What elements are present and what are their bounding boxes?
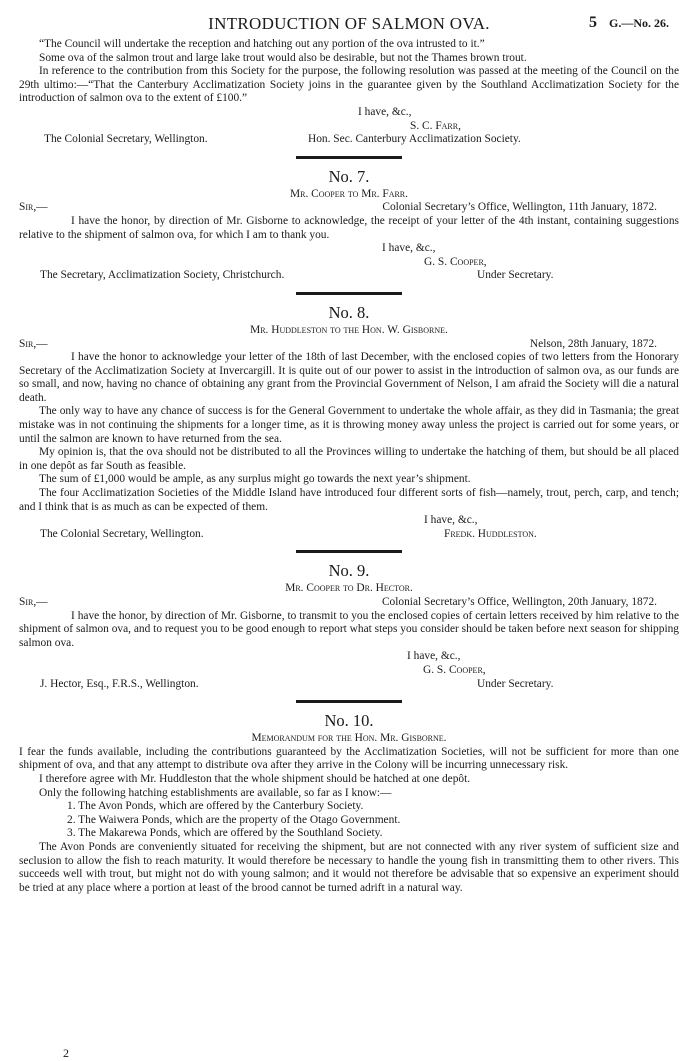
closing-row <box>19 242 679 256</box>
paragraph: “The Council will undertake the reception and hatching out any portion of the ova intrusted to it.” <box>39 38 485 50</box>
signature: S. C. Farr, <box>410 119 461 132</box>
signature: G. S. Cooper, <box>424 255 487 268</box>
letter-address: Nelson, 28th January, 1872. <box>529 337 657 350</box>
signer-title: Under Secretary. <box>477 677 554 690</box>
salutation: Sir,— <box>19 596 48 608</box>
paragraph: In reference to the contribution from this Society for the purpose, the following resolution was passed at the meeting of the Council on the 29th ultimo:—“That the Canterbury Acclimatization Society joins in the guarantee given by the Southland Acclimatization Society for the introduction of salmon ova to the extent of £100.” <box>19 65 679 105</box>
recipient: The Colonial Secretary, Wellington. <box>44 133 208 146</box>
recipient-row <box>19 269 679 283</box>
paragraph: Only the following hatching establishments are available, so far as I know:— <box>39 786 392 799</box>
section-divider <box>296 550 402 553</box>
page-header <box>19 0 679 38</box>
salutation-row <box>19 596 679 610</box>
paragraph: The sum of £1,000 would be ample, as any surplus might go towards the next year’s shipment. <box>39 473 471 486</box>
letter-no-9 <box>19 561 679 691</box>
letter-heading: Mr. Cooper to Dr. Hector. <box>285 582 413 595</box>
salutation: Sir,— <box>19 201 48 214</box>
paragraph: I have the honor to acknowledge your letter of the 18th of last December, with the enclosed copies of two letters from the Honorary Secretary of the Acclimatization Society at Invercargill. It is quite out of our power to assist in the introduction of salmon ova, as our funds are so small, and now, having no chance of obtaining any grant from the Provincial Government of Nelson, I am afraid the Society will die a natural death. <box>19 351 679 404</box>
salutation: Sir,— <box>19 337 48 350</box>
letter-heading: Memorandum for the Hon. Mr. Gisborne. <box>251 732 447 745</box>
section-divider <box>296 156 402 159</box>
paragraph: I therefore agree with Mr. Huddleston that the whole shipment should be hatched at one depôt. <box>39 772 471 785</box>
document-reference: G.—No. 26. <box>609 16 669 30</box>
section-divider <box>296 292 402 295</box>
signature: Fredk. Huddleston. <box>444 527 537 540</box>
paragraph: I have the honor, by direction of Mr. Gisborne to acknowledge, the receipt of your letter of the 4th instant, containing suggestions relative to the shipment of salmon ova, for which I am to thank you. <box>19 214 679 241</box>
closing: I have, &c., <box>424 514 478 527</box>
letter-no-7 <box>19 167 679 283</box>
header-title: INTRODUCTION OF SALMON OVA. <box>208 14 490 33</box>
section-title: No. 7. <box>328 166 370 186</box>
signer-title: Under Secretary. <box>477 269 554 282</box>
list-item: 3. The Makarewa Ponds, which are offered by the Southland Society. <box>67 827 383 840</box>
closing-row <box>19 514 679 528</box>
salutation-row <box>19 201 679 215</box>
paragraph: My opinion is, that the ova should not be distributed to all the Provinces willing to undertake the hatching of them, but should be all placed in one depôt as far South as feasible. <box>19 446 679 472</box>
list-item: 2. The Waiwera Ponds, which are the property of the Otago Government. <box>67 813 401 826</box>
signature: G. S. Cooper, <box>423 663 486 676</box>
signature-row <box>19 120 679 134</box>
folio-number: 2 <box>63 1046 69 1060</box>
section-title: No. 10. <box>324 711 374 731</box>
closing: I have, &c., <box>358 105 412 118</box>
paragraph: The Avon Ponds are conveniently situated for receiving the shipment, but are not connected with any river system of sufficient size and seclusion to allow the fish to reach maturity. It would therefore be necessary to handle the young fish in transmitting them to other rivers. This succeeds well with trout, but might not do with young salmon; and it would not therefore be advisable that so expensive an experiment should be tried at any place where a portion at least of the brood cannot be turned adrift in a natural way. <box>19 840 679 894</box>
recipient: J. Hector, Esq., F.R.S., Wellington. <box>40 677 199 690</box>
paragraph: Some ova of the salmon trout and large lake trout would also be desirable, but not the Thames brown trout. <box>39 51 527 64</box>
letter-no-8 <box>19 303 679 542</box>
closing: I have, &c., <box>382 242 436 255</box>
recipient: The Colonial Secretary, Wellington. <box>40 527 204 540</box>
letter-heading: Mr. Cooper to Mr. Farr. <box>290 187 408 200</box>
section-divider <box>296 700 402 703</box>
paragraph: The only way to have any chance of success is for the General Government to undertake the whole affair, as they did in Tasmania; the great mistake was in not continuing the shipments for a longer time, as it is throwing money away unless the project is carried out for some years, or until the salmon are known to have returned from the sea. <box>19 405 679 445</box>
recipient-row <box>19 528 679 542</box>
recipient-row <box>19 678 679 692</box>
letter-heading: Mr. Huddleston to the Hon. W. Gisborne. <box>250 323 448 336</box>
list-item: 1. The Avon Ponds, which are offered by the Canterbury Society. <box>67 800 364 813</box>
document-page <box>19 0 679 1060</box>
section-title: No. 9. <box>328 561 370 581</box>
memorandum-no-10 <box>19 711 679 895</box>
salutation-row <box>19 338 679 352</box>
signature-row <box>19 664 679 678</box>
recipient-row <box>19 133 679 147</box>
page-number: 5 <box>589 14 597 31</box>
closing-row <box>19 106 679 120</box>
section-title: No. 8. <box>328 302 370 322</box>
letter-address: Colonial Secretary’s Office, Wellington, 11th January, 1872. <box>382 201 657 214</box>
closing: I have, &c., <box>407 650 461 663</box>
paragraph: I fear the funds available, including the contributions guaranteed by the Acclimatization Societies, will not be sufficient for more than one shipment of ova, and that any attempt to distribute ova after they arrive in the Colony will be incurring unnecessary risk. <box>19 745 679 772</box>
paragraph: The four Acclimatization Societies of the Middle Island have introduced four different sorts of fish—namely, trout, perch, carp, and tench; and I think that is as much as can be expected of them. <box>19 487 679 513</box>
paragraph: I have the honor, by direction of Mr. Gisborne, to transmit to you the enclosed copies of certain letters received by him relative to the shipment of salmon ova, and to request you to be good enough to report what steps you consider should be taken before next season for shipping salmon ova. <box>19 609 679 649</box>
intro-letter <box>19 38 679 147</box>
letter-address: Colonial Secretary’s Office, Wellington, 20th January, 1872. <box>381 596 657 608</box>
signature-row <box>19 256 679 270</box>
signer-title: Hon. Sec. Canterbury Acclimatization Society. <box>308 133 521 146</box>
closing-row <box>19 650 679 664</box>
recipient: The Secretary, Acclimatization Society, Christchurch. <box>40 269 285 282</box>
